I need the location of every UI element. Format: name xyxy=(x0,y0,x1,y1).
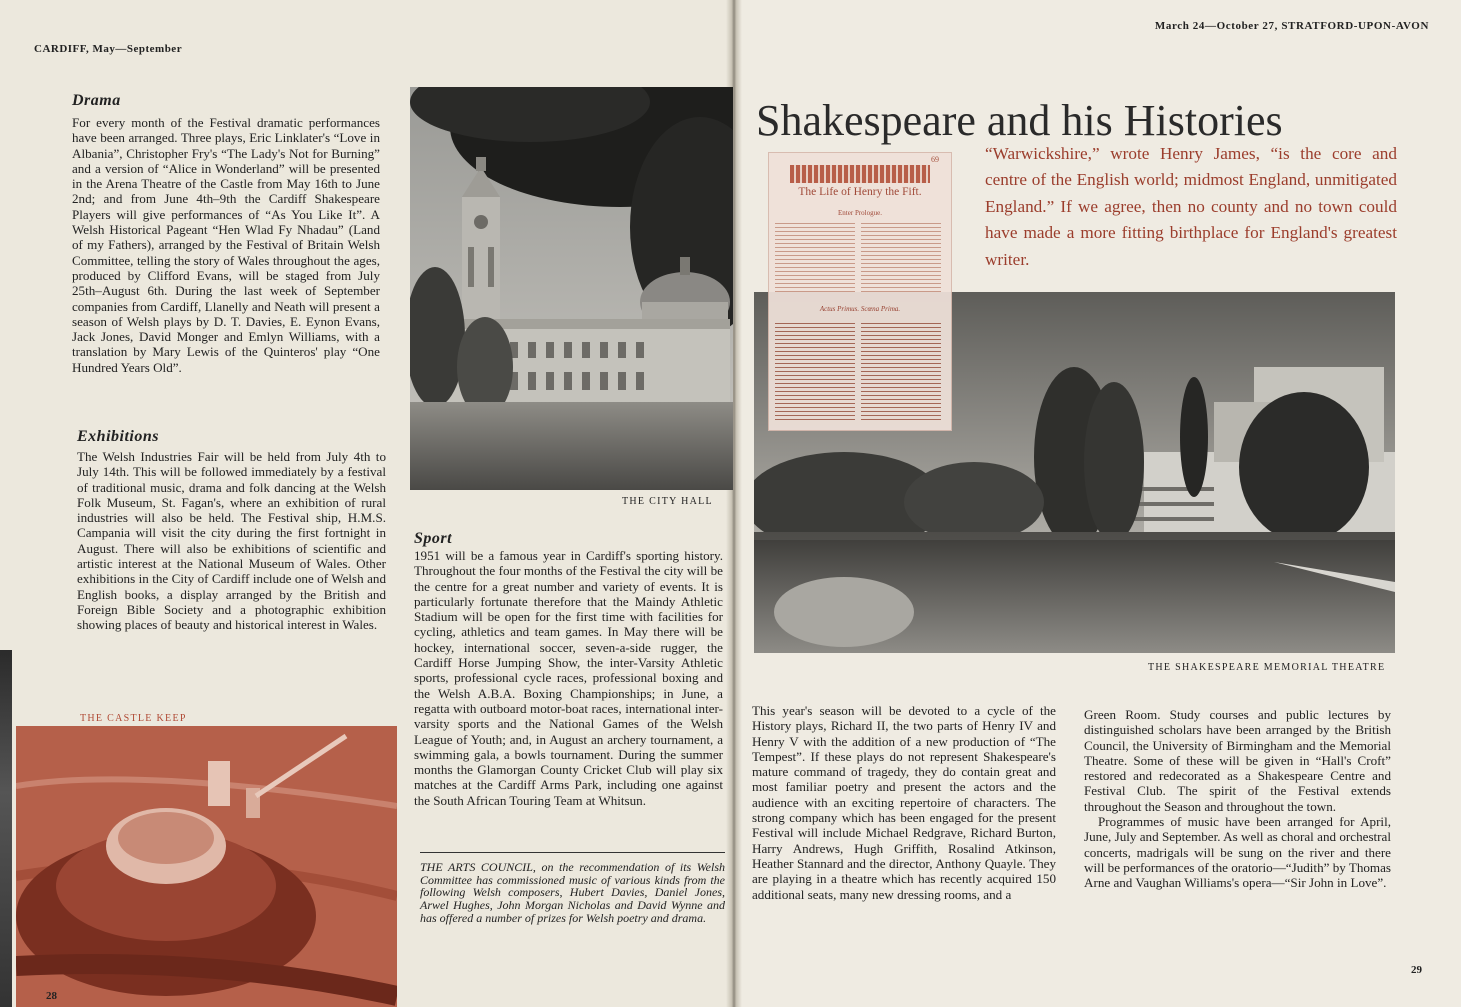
folio-text-column-2 xyxy=(861,223,941,293)
season-paragraph: This year's season will be devoted to a cycle of the History plays, Richard II, the two parts of Henry IV and Henry V with the addition of a new production of “The Tempest”. If these plays do not represent Shakespeare's mature command of tragedy, they do contain great and most familiar poetry and present the actors and the audience with an exciting repertoire of characters. The strong company which has been engaged for the present Festival will include Michael Redgrave, Richard Burton, Harry Andrews, Hugh Griffith, Rosalind Atkinson, Heather Stannard and the director, Anthony Quayle. They are playing in a theatre which has recently acquired 150 additional seats, many new dressing rooms, and a xyxy=(752,703,1056,902)
right-running-header: March 24—October 27, STRATFORD-UPON-AVON xyxy=(1154,20,1429,32)
article-title: Shakespeare and his Histories xyxy=(756,96,1283,146)
left-page-number: 28 xyxy=(46,990,57,1002)
memorial-theatre-caption: THE SHAKESPEARE MEMORIAL THEATRE xyxy=(1148,662,1386,673)
page-edge-strip xyxy=(0,650,12,1007)
first-folio-page xyxy=(768,152,952,431)
sport-text xyxy=(414,548,723,808)
folio-text-column-4 xyxy=(861,323,941,423)
drama-heading: Drama xyxy=(72,92,121,109)
exhibitions-heading: Exhibitions xyxy=(77,428,159,445)
castle-keep-caption: THE CASTLE KEEP xyxy=(80,713,187,724)
right-page-number: 29 xyxy=(1411,964,1422,976)
drama-paragraph: For every month of the Festival dramatic performances have been arranged. Three plays, Eric Linklater's “Love in Albania”, Christopher Fry's “The Lady's Not for Burning” and a version of “Alice in Wonderland” will be presented in the Arena Theatre of the Castle from May 16th to June 2nd; and from June 4th–9th the Cardiff Shakespeare Players will give performances of “As You Like It”. A Welsh Historical Pageant “Hen Wlad Fy Nhadau” (Land of my Fathers), arranged by the Festival of Britain Welsh Committee, telling the story of Wales throughout the ages, produced by Clifford Evans, will be staged from July 25th–August 6th. During the last week of September companies from Cardiff, Llanelly and Neath will present a season of Welsh plays by D. T. Davies, E. Eynon Evans, Jack Jones, David Monger and Emlyn Williams, with a translation by Mary Lewis of the Quinteros' play “One Hundred Years Old”. xyxy=(72,115,380,375)
music-paragraph: Programmes of music have been arranged for April, June, July and September. As well as choral and orchestral concerts, madrigals will be sung on the river and there will be performances of the oratorio—“Judith” by Thomas Arne and Vaughan Williams's opera—“Sir John in Love”. xyxy=(1084,814,1392,891)
season-text-column-2 xyxy=(1084,707,1391,891)
henry-james-quote: “Warwickshire,” wrote Henry James, “is the core and centre of the English world; midmost England, unmitigated England.” If we agree, then no county and no town could have made a more fitting birthplace for England's greatest writer. xyxy=(985,144,1397,269)
folio-act-line: Actus Primus. Scœna Prima. xyxy=(819,305,901,313)
drama-text xyxy=(72,115,380,375)
city-hall-photo xyxy=(410,87,733,490)
sport-heading: Sport xyxy=(414,530,453,547)
city-hall-caption: THE CITY HALL xyxy=(622,496,713,507)
arts-council-note xyxy=(420,852,725,925)
castle-keep-image xyxy=(16,726,397,1007)
folio-title: The Life of Henry the Fift. xyxy=(798,186,922,198)
folio-text-column-1 xyxy=(775,223,855,293)
arts-council-lead: THE ARTS COUNCIL, xyxy=(420,860,536,874)
folio-ornament-band xyxy=(790,165,930,183)
lectures-paragraph: Green Room. Study courses and public lectures by distinguished scholars have been arranged by the British Council, the University of Birmingham and the Memorial Theatre. Some of these will be given in “Hall's Croft” restored and redecorated as a Shakespeare Centre and Festival Club. The spirit of the Festival extends throughout the Season and throughout the town. xyxy=(1084,707,1391,814)
arts-council-text: on the recommendation of its Welsh Committee has commissioned music of various kinds from the following Welsh composers, Hubert Davies, Daniel Jones, Arwel Hughes, John Morgan Nicholas and David Wynne and has offered a number of prizes for Welsh poetry and drama. xyxy=(420,860,725,925)
folio-subtitle: Enter Prologue. xyxy=(838,209,882,217)
exhibitions-text xyxy=(77,449,386,633)
castle-keep-photo xyxy=(16,726,397,1007)
left-running-header: CARDIFF, May—September xyxy=(34,43,183,55)
city-hall-image xyxy=(410,87,733,490)
sport-paragraph: 1951 will be a famous year in Cardiff's sporting history. Throughout the four months of the Festival the city will be the centre for a great number and variety of events. It is particularly fortunate therefore that the Maindy Athletic Stadium will be open for the first time with facilities for cycling, athletics and team games. In May there will be hockey, international soccer, seven-a-side rugger, the Cardiff Horse Jumping Show, the inter-Varsity Athletic sports, professional cycle races, professional boxing and the Welsh A.B.A. Boxing Championships; in June, a regatta with outboard motor-boat races, international inter-varsity sports and the National Games of the Welsh League of Youth; and, in August an archery tournament, a swimming gala, a bowls tournament. During the summer months the Glamorgan County Cricket Club will play six matches at the Cardiff Arms Park, including one against the South African Touring Team at Whitsun. xyxy=(414,548,723,808)
season-text-column-1 xyxy=(752,703,1056,902)
folio-text-column-3 xyxy=(775,323,855,423)
folio-page-number: 69 xyxy=(931,155,939,164)
exhibitions-paragraph: The Welsh Industries Fair will be held from July 4th to July 14th. This will be followed immediately by a festival of traditional music, drama and folk dancing at the Welsh Folk Museum, St. Fagan's, where an exhibition of rural industries will also be held. The Festival ship, H.M.S. Campania will visit the city during the first fortnight in August. There will also be exhibitions of scientific and artistic interest at the National Museum of Wales. Other exhibitions in the City of Cardiff include one of Welsh and English books, a display arranged by the British and Foreign Bible Society and a photographic exhibition showing places of beauty and historical interest in Wales. xyxy=(77,449,386,633)
